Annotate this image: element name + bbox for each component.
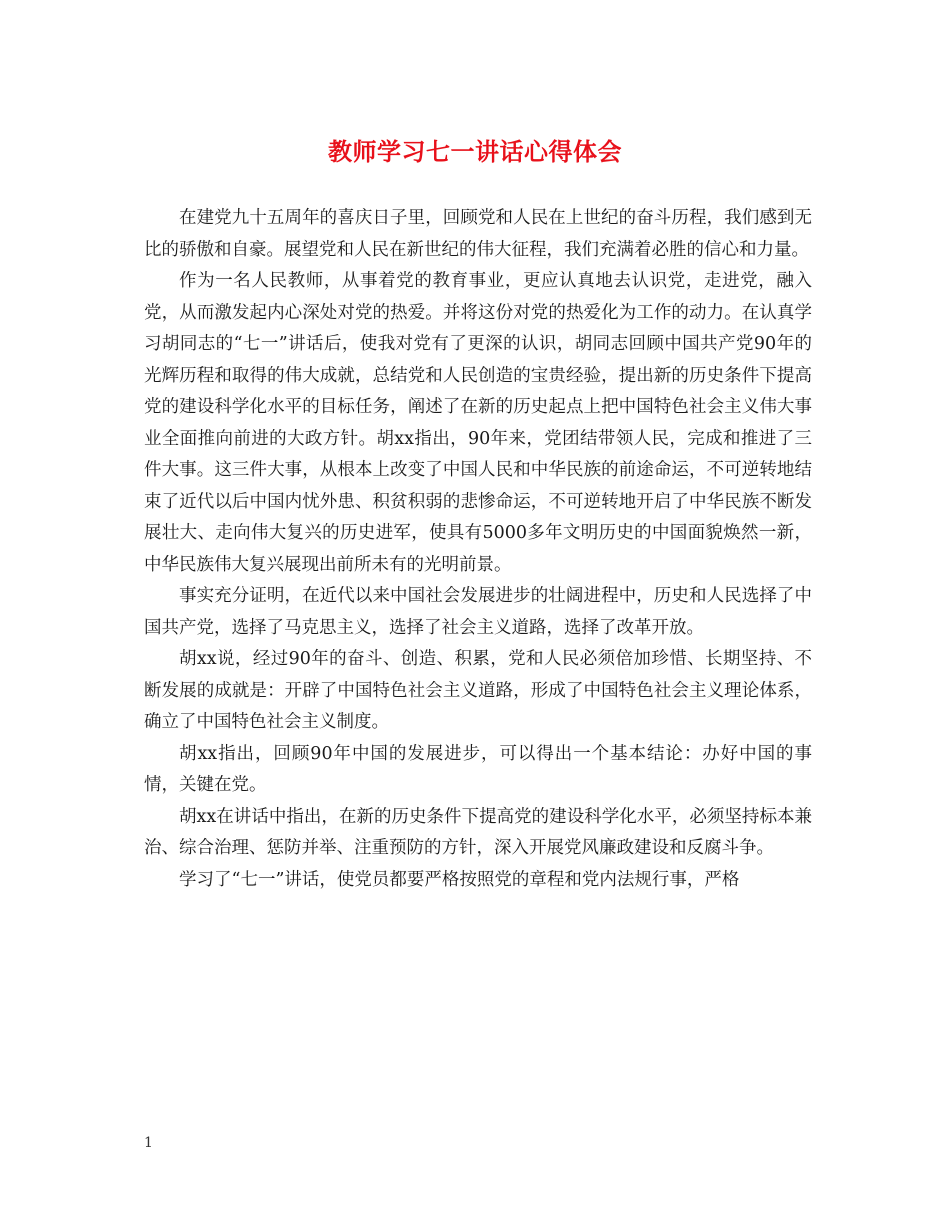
document-title: 教师学习七一讲话心得体会 [328,137,622,166]
paragraph: 学习了“七一”讲话，使党员都要严格按照党的章程和党内法规行事，严格 [179,869,740,890]
paragraph: 在建党九十五周年的喜庆日子里，回顾党和人民在上世纪的奋斗历程，我们感到无比的骄傲和自豪。展望党和人民在新世纪的伟大征程，我们充满着必胜的信心和力量。 [144,208,812,260]
paragraph: 胡xx在讲话中指出，在新的历史条件下提高党的建设科学化水平，必须坚持标本兼治、综合治理、惩防并举、注重预防的方针，深入开展党风廉政建设和反腐斗争。 [144,806,812,858]
paragraph: 胡xx说，经过90年的奋斗、创造、积累，党和人民必须倍加珍惜、长期坚持、不断发展的成就是：开辟了中国特色社会主义道路，形成了中国特色社会主义理论体系，确立了中国特色社会主义制度。 [144,649,812,732]
paragraph: 胡xx指出，回顾90年中国的发展进步，可以得出一个基本结论：办好中国的事情，关键在党。 [144,743,812,795]
paragraph: 事实充分证明，在近代以来中国社会发展进步的壮阔进程中，历史和人民选择了中国共产党，选择了马克思主义，选择了社会主义道路，选择了改革开放。 [144,586,812,638]
document-body [144,203,812,896]
paragraph: 作为一名人民教师，从事着党的教育事业，更应认真地去认识党，走进党，融入党，从而激发起内心深处对党的热爱。并将这份对党的热爱化为工作的动力。在认真学习胡同志的“七一”讲话后，使我对党有了更深的认识，胡同志回顾中国共产党90年的光辉历程和取得的伟大成就，总结党和人民创造的宝贵经验，提出新的历史条件下提高党的建设科学化水平的目标任务，阐述了在新的历史起点上把中国特色社会主义伟大事业全面推向前进的大政方针。胡xx指出，90年来，党团结带领人民，完成和推进了三件大事。这三件大事，从根本上改变了中国人民和中华民族的前途命运，不可逆转地结束了近代以后中国内忧外患、积贫积弱的悲惨命运，不可逆转地开启了中华民族不断发展壮大、走向伟大复兴的历史进军，使具有5000多年文明历史的中国面貌焕然一新，中华民族伟大复兴展现出前所未有的光明前景。 [144,271,812,575]
page-number: 1 [144,1135,153,1151]
